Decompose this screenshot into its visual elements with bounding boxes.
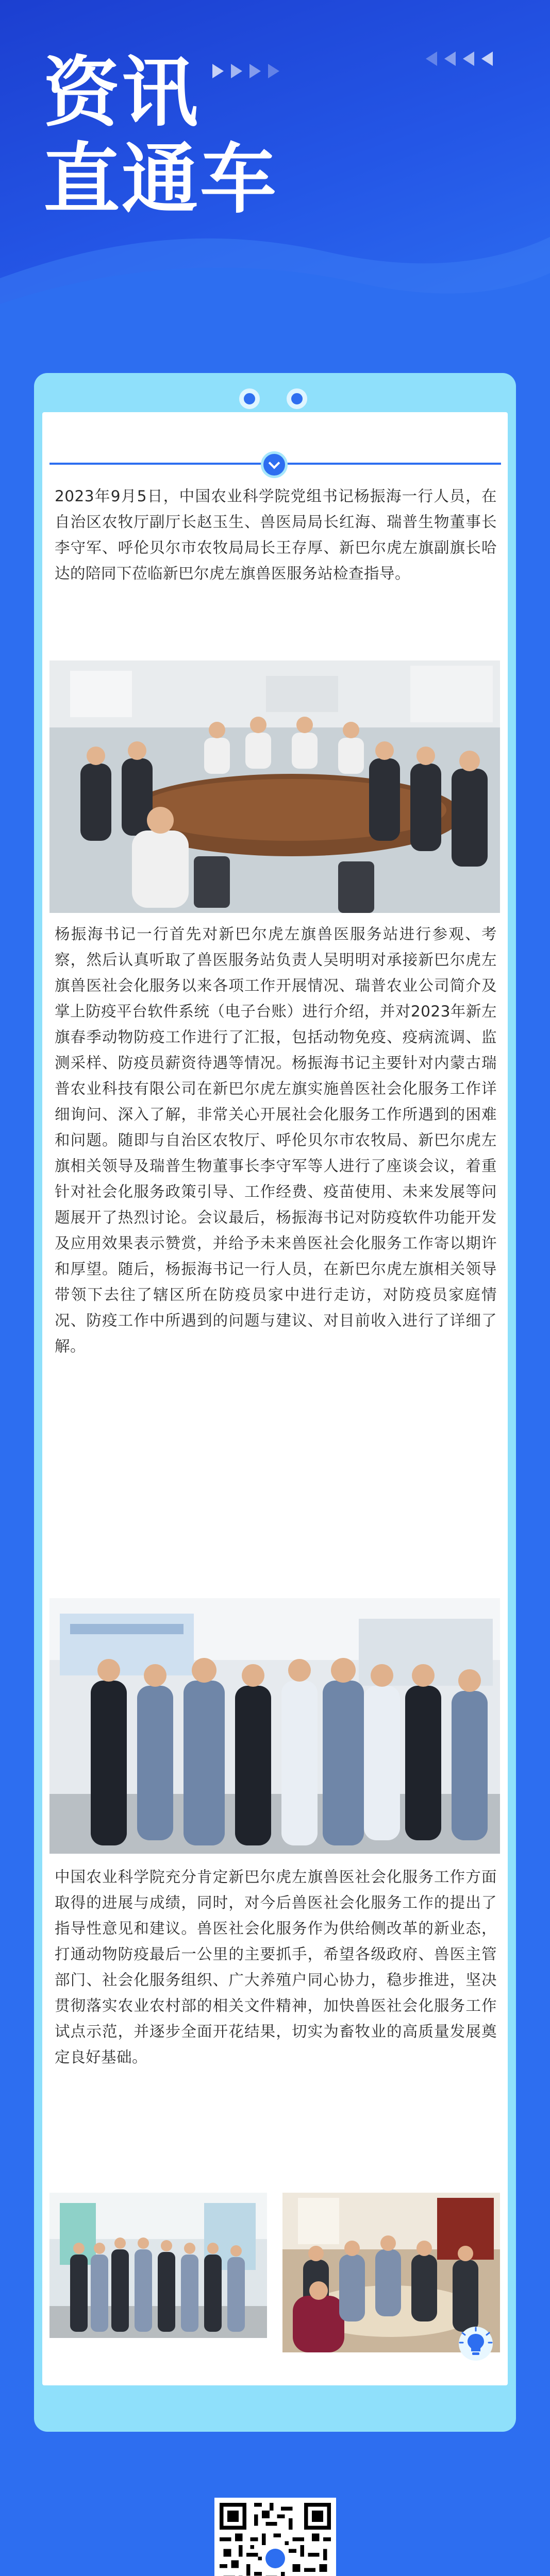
arrow-left-icon — [426, 48, 493, 69]
article-paragraph-visit: 杨振海书记一行首先对新巴尔虎左旗兽医服务站进行参观、考察，然后认真听取了兽医服务站负责人吴明明对承接新巴尔虎左旗兽医社会化服务以来各项工作开展情况、瑞普农业公司简介及掌上防疫平台软件系统（电子台账）进行介绍，并对2023年新左旗春季动物防疫工作进行了汇报，包括动物免疫、疫病流调、监测采样、防疫员薪资待遇等情况。杨振海书记主要针对内蒙古瑞普农业科技有限公司在新巴尔虎左旗实施兽医社会化服务工作详细询问、深入了解，非常关心开展社会化服务工作所遇到的困难和问题。随即与自治区农牧厅、呼伦贝尔市农牧局、新巴尔虎左旗相关领导及瑞普生物董事长李守军等人进行了座谈会议，着重针对社会化服务政策引导、工作经费、疫苗使用、未来发展等问题展开了热烈讨论。会议最后，杨振海书记对防疫软件功能开发及应用效果表示赞赏，并给予未来兽医社会化服务工作寄以期许和厚望。随后，杨振海书记一行人员，在新巴尔虎左旗相关领导带领下去往了辖区所在防疫员家中进行走访，对防疫员家庭情况、防疫工作中所遇到的问题与建议、对目前收入进行了详细了解。 — [55, 925, 497, 1355]
arrow-right-icon — [212, 61, 279, 81]
page-title-line2: 直通车 — [43, 135, 278, 224]
page-title-line1: 资讯 — [43, 48, 200, 137]
article-paragraph-conclusion: 中国农业科学院充分肯定新巴尔虎左旗兽医社会化服务工作方面取得的进展与成绩，同时，对今后兽医社会化服务工作的提出了指导性意见和建议。兽医社会化服务作为供给侧改革的新业态，打通动物防疫最后一公里的主要抓手，希望各级政府、兽医主管部门、社会化服务组织、广大养殖户同心协力，稳步推进，坚决贯彻落实农业农村部的相关文件精神，加快兽医社会化服务工作试点示范，并逐步全面开花结果，切实为畜牧业的高质量发展奠定良好基础。 — [55, 1868, 497, 2066]
card-pin-icon — [287, 388, 307, 409]
chevron-down-icon — [261, 451, 288, 478]
article-paragraph-intro: 2023年9月5日，中国农业科学院党组书记杨振海一行人员，在自治区农牧厅副厅长赵玉生、兽医局局长红海、瑞普生物董事长李守军、呼伦贝尔市农牧局局长王存厚、新巴尔虎左旗副旗长哈达的陪同下莅临新巴尔虎左旗兽医服务站检查指导。 — [55, 487, 497, 582]
meeting-photo — [49, 660, 500, 913]
hallway-group-photo — [49, 2193, 267, 2338]
group-inspection-photo — [49, 1598, 500, 1854]
page-header — [0, 0, 550, 330]
qr-code[interactable] — [214, 2498, 336, 2576]
lightbulb-icon — [458, 2326, 494, 2362]
card-pin-icon — [239, 388, 260, 409]
qr-logo-icon — [263, 2547, 287, 2570]
header-wave — [0, 216, 550, 330]
